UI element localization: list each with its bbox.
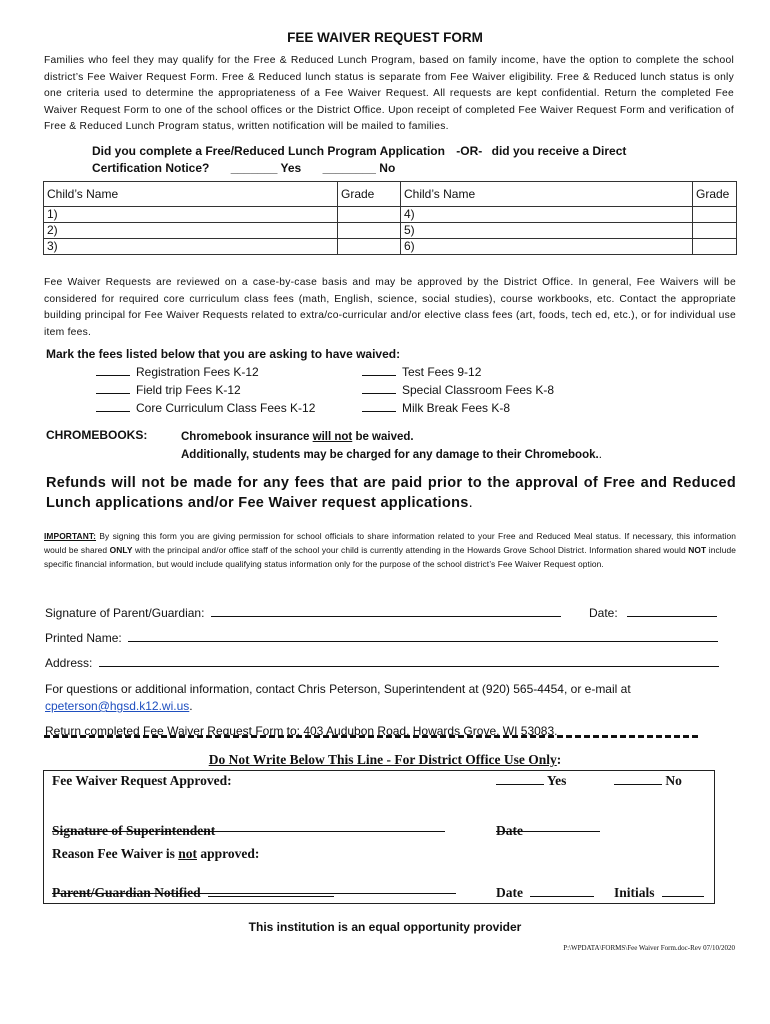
grade-cell[interactable]	[338, 223, 401, 239]
contact-email-link[interactable]: cpeterson@hgsd.k12.wi.us	[45, 699, 190, 713]
contact-text: For questions or additional information, contact Chris Peterson, Superintendent at (920) 565-4454, or e-mail at	[45, 682, 631, 696]
fee-checkbox-blank[interactable]	[96, 400, 130, 412]
equal-opportunity-statement: This institution is an equal opportunity provider	[248, 920, 522, 934]
no-label: No	[665, 773, 682, 788]
fee-label: Registration Fees K-12	[136, 365, 259, 379]
cut-line-divider	[44, 735, 698, 738]
printed-name-label: Printed Name:	[45, 631, 122, 645]
contact-info: For questions or additional information, contact Chris Peterson, Superintendent at (920) 565-4454, or e-mail at cpeterson@hgsd.k12.wi.us.	[45, 681, 735, 715]
reason-label	[52, 846, 259, 862]
child-name-cell[interactable]: 3)	[44, 239, 338, 255]
return-address: Return completed Fee Waiver Request Form to: 403 Audubon Road, Howards Grove, WI 53083.	[45, 724, 558, 738]
address-row	[45, 655, 719, 671]
approved-no[interactable]	[614, 773, 682, 789]
header-child-name-1: Child’s Name	[44, 182, 338, 207]
fee-item-special-classroom[interactable]	[362, 381, 554, 399]
table-row	[44, 207, 737, 223]
yes-label: Yes	[546, 773, 567, 788]
mark-fees-header: Mark the fees listed below that you are asking to have waived:	[46, 347, 401, 361]
address-line[interactable]	[99, 666, 719, 667]
reason-not: not	[178, 846, 198, 861]
children-table-header	[44, 182, 737, 207]
parent-signature-line[interactable]	[211, 616, 561, 617]
notified-line[interactable]	[208, 896, 334, 897]
office-header-text: Do Not Write Below This Line - For District Office Use Only	[208, 752, 557, 767]
notified-date-label: Date	[496, 885, 523, 900]
reason-a: Reason Fee Waiver is	[52, 846, 179, 861]
child-name-cell[interactable]: 2)	[44, 223, 338, 239]
question-line1a: Did you complete a Free/Reduced Lunch Program Application	[92, 144, 445, 158]
chromebook-line1b: be waived.	[352, 431, 414, 443]
important-only: ONLY	[109, 545, 133, 555]
form-title: FEE WAIVER REQUEST FORM	[287, 30, 483, 45]
refund-notice: Refunds will not be made for any fees that are paid prior to the approval of Free and Reduced Lunch applications and/or Fee Waiver request applications.	[46, 475, 736, 511]
grade-cell[interactable]	[693, 207, 737, 223]
parent-signature-row	[45, 605, 561, 621]
question-no-blank[interactable]: ________ No	[322, 161, 396, 175]
chromebook-line1a: Chromebook insurance	[181, 431, 313, 443]
question-or: -OR-	[456, 144, 483, 158]
parent-signature-label: Signature of Parent/Guardian:	[45, 606, 205, 620]
important-notice	[44, 529, 736, 571]
initials-label: Initials	[614, 885, 655, 900]
question-line2a: Certification Notice?	[92, 161, 210, 175]
fee-label: Milk Break Fees K-8	[402, 401, 511, 415]
table-row	[44, 239, 737, 255]
fee-label: Field trip Fees K-12	[136, 383, 241, 397]
child-name-cell[interactable]: 4)	[401, 207, 693, 223]
refund-text: Refunds will not be made for any fees that are paid prior to the approval of Free and Reduced Lunch applications and/or Fee Waiver request applications	[46, 475, 736, 511]
fee-item-milk-break[interactable]	[362, 399, 554, 417]
fee-label: Core Curriculum Class Fees K-12	[136, 401, 316, 415]
question-line1b: did you receive a Direct	[491, 144, 627, 158]
approved-yes[interactable]	[496, 773, 566, 789]
notified-date-row	[496, 885, 594, 901]
superintendent-label: Signature of Superintendent	[52, 823, 216, 838]
grade-cell[interactable]	[338, 239, 401, 255]
reason-b: approved:	[197, 846, 260, 861]
parent-date-row	[589, 605, 717, 621]
chromebooks-label: CHROMEBOOKS:	[46, 428, 148, 442]
lunch-program-question	[92, 143, 626, 177]
grade-cell[interactable]	[693, 239, 737, 255]
fees-left-column	[96, 363, 315, 417]
chromebook-will-not: will not	[312, 431, 353, 443]
notified-row	[52, 885, 334, 901]
revision-footer: P:\WPDATA\FORMS\Fee Waiver Form.doc-Rev 07/10/2020	[563, 944, 735, 952]
fee-item-registration[interactable]	[96, 363, 315, 381]
printed-name-line[interactable]	[128, 641, 718, 642]
important-text-2: with the principal and/or office staff of the school your child is currently attending in the Howards Grove School District. Information shared would	[132, 545, 689, 555]
fee-checkbox-blank[interactable]	[96, 382, 130, 394]
fees-right-column	[362, 363, 554, 417]
notified-label: Parent/Guardian Notified	[52, 885, 201, 900]
fee-label: Test Fees 9-12	[402, 365, 482, 379]
chromebooks-text: Chromebook insurance will not be waived. Additionally, students may be charged for any damage to their Chromebook..	[181, 431, 602, 461]
parent-date-line[interactable]	[627, 616, 717, 617]
grade-cell[interactable]	[338, 207, 401, 223]
chromebook-line2: Additionally, students may be charged for any damage to their Chromebook.	[181, 449, 599, 461]
children-table	[43, 181, 737, 255]
child-name-cell[interactable]: 5)	[401, 223, 693, 239]
header-grade-2: Grade	[693, 182, 737, 207]
office-use-header: Do Not Write Below This Line - For District Office Use Only:	[208, 752, 562, 767]
printed-name-row	[45, 630, 718, 646]
fee-checkbox-blank[interactable]	[362, 400, 396, 412]
review-paragraph: Fee Waiver Requests are reviewed on a case-by-case basis and may be approved by the District Office. In general, Fee Waivers will be considered for required core curriculum class fees (math, English, science, social studies), course workbooks, etc. Contact the appropriate building principal for Fee Waiver Requests related to extra/co-curricular and/or elective class fees (art, foods, tech ed, etc.), or for individual use item fees.	[44, 277, 736, 338]
office-use-box	[43, 770, 715, 904]
important-label: IMPORTANT:	[44, 531, 97, 541]
address-label: Address:	[45, 656, 93, 670]
fee-checkbox-blank[interactable]	[362, 364, 396, 376]
approved-label: Fee Waiver Request Approved:	[52, 773, 232, 788]
fee-item-test[interactable]	[362, 363, 554, 381]
important-not: NOT	[688, 545, 707, 555]
important-text-1: By signing this form you are giving permission for school officials to share information related to your Free and Reduced Meal status. If necessary, this information would be shared	[44, 531, 736, 555]
initials-row	[614, 885, 704, 901]
intro-paragraph: Families who feel they may qualify for the Free & Reduced Lunch Program, based on family income, have the option to complete the school district’s Fee Waiver Request Form. Free & Reduced lunch status is separate from Fee Waiver eligibility. Free & Reduced lunch status is only one criteria used to determine the appropriateness of a Fee Waiver Request. All requests are kept confidential. Return the completed Fee Waiver Request Form to one of the school offices or the District Office. Upon receipt of completed Fee Waiver Request Form and verification of Free & Reduced Lunch Program status, written notification will be mailed to families.	[44, 55, 734, 132]
fee-label: Special Classroom Fees K-8	[402, 383, 555, 397]
fee-checkbox-blank[interactable]	[96, 364, 130, 376]
fee-item-core-curriculum[interactable]	[96, 399, 315, 417]
question-yes-blank[interactable]: _______ Yes	[230, 161, 302, 175]
header-grade-1: Grade	[338, 182, 401, 207]
initials-line[interactable]	[662, 896, 704, 897]
child-name-cell[interactable]: 6)	[401, 239, 693, 255]
fee-checkbox-blank[interactable]	[362, 382, 396, 394]
notified-date-line[interactable]	[530, 896, 594, 897]
superintendent-date-label: Date	[496, 823, 523, 838]
child-name-cell[interactable]: 1)	[44, 207, 338, 223]
header-child-name-2: Child’s Name	[401, 182, 693, 207]
important-text-3: include specific financial information, but would include qualifying status information only for the purpose of the school district’s Fee Waiver Request option.	[44, 545, 736, 569]
table-row	[44, 223, 737, 239]
grade-cell[interactable]	[693, 223, 737, 239]
fee-item-field-trip[interactable]	[96, 381, 315, 399]
parent-date-label: Date:	[589, 606, 618, 620]
